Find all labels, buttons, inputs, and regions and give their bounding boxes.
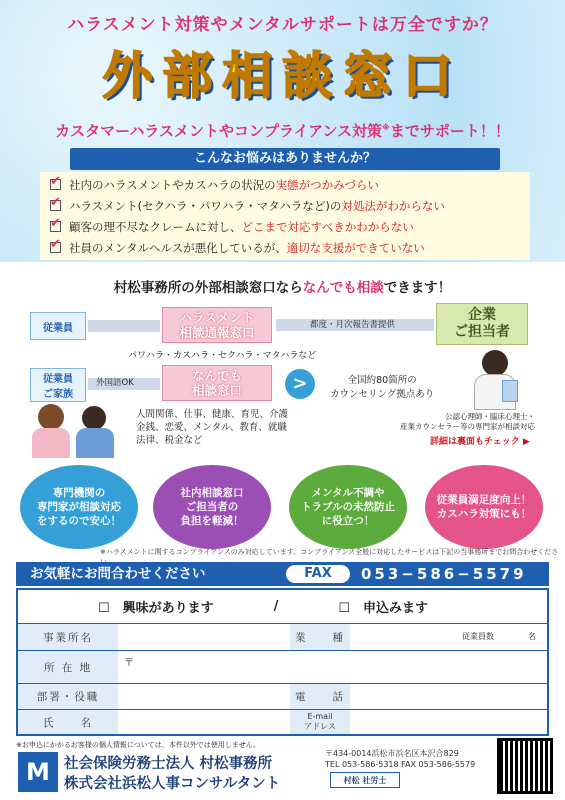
qr-code-icon[interactable] <box>497 738 553 794</box>
next-arrow-icon: > <box>285 369 315 399</box>
phone-field[interactable] <box>350 684 547 709</box>
worry-text: 社内のハラスメントやカスハラの状況の <box>69 177 276 192</box>
worry-highlight: 実態がつかみづらい <box>275 177 379 192</box>
tagline: ハラスメント対策やメンタルサポートは万全ですか？ <box>67 15 498 35</box>
label-name: 氏 名 <box>18 710 118 734</box>
worry-item <box>40 237 530 258</box>
employees-illustration <box>30 404 125 458</box>
worry-highlight: 対処法がわからない <box>341 198 445 213</box>
anything-desk-box: なんでも 相談窓口 <box>162 365 272 401</box>
label-dept: 部署・役職 <box>18 684 118 709</box>
worry-highlight: 適切な支援ができていない <box>286 240 425 255</box>
label-phone: 電 話 <box>290 684 350 709</box>
arrow-employee-to-harassment <box>88 320 160 332</box>
foreign-label: 外国語OK <box>96 378 134 388</box>
subtitle-main: カスタマーハラスメントやコンプライアンス対策 <box>55 122 383 140</box>
checkbox-icon <box>50 242 61 253</box>
option-separator: / <box>273 599 279 614</box>
industry-field[interactable] <box>350 624 547 650</box>
form-row <box>18 624 547 651</box>
count-unit: 名 <box>528 632 536 641</box>
org-name-2: 株式会社浜松人事コンサルタント <box>64 776 281 792</box>
title-wrap <box>0 36 565 108</box>
company-logo-icon: M <box>18 752 58 792</box>
headline-post: できます！ <box>383 280 452 296</box>
report-label: 都度・月次報告書提供 <box>310 320 396 330</box>
headline-highlight: なんでも相談 <box>302 280 384 296</box>
harassment-desk-box: ハラスメント 相談通報窓口 <box>162 307 272 343</box>
org-address: 〒434-0014浜松市浜名区本沢合829 <box>325 749 459 758</box>
employee-count-label: 従業員数 <box>462 632 494 641</box>
subtitle <box>0 120 565 141</box>
worry-highlight: どこまで対応すべきかわからない <box>241 219 414 234</box>
compliance-note: ※ハラスメントに関するコンプライアンスのみ対応しています。コンプライアンス全般に対応したサービスは下記の当事務所までお問合わせくださ <box>100 548 559 556</box>
contact-bar <box>16 562 549 586</box>
worry-text: 顧客の理不尽なクレームに対し、 <box>69 219 242 234</box>
worry-item <box>40 195 530 216</box>
org-contact: TEL 053-586-5318 FAX 053-586-5579 <box>325 760 476 769</box>
details-link[interactable]: 詳細は裏面もチェック ▶ <box>430 437 530 447</box>
checkbox-icon <box>50 221 61 232</box>
name-field[interactable] <box>118 710 290 734</box>
worry-text: 社員のメンタルヘルスが悪化しているが、 <box>69 240 287 255</box>
form-options <box>18 590 547 624</box>
label-email: E-mail アドレス <box>290 710 350 734</box>
option-apply[interactable]: ☐ 申込みます <box>338 601 429 616</box>
label-industry: 業 種 <box>290 624 350 650</box>
employee-box: 従業員 <box>30 312 86 340</box>
application-form <box>16 588 549 736</box>
fax-label: FAX <box>286 565 350 583</box>
benefit-circle: メンタル不調や トラブルの未然防止 に役立つ！ <box>289 465 407 549</box>
harassment-types: パワハラ・カスハラ・セクハラ・マタハラなど <box>128 351 317 361</box>
benefit-circle: 社内相談窓口 ご担当者の 負担を軽減！ <box>153 465 271 549</box>
worry-item <box>40 174 530 195</box>
org-badge: 村松 社労士 <box>330 772 400 788</box>
dept-field[interactable] <box>118 684 290 709</box>
employee-family-box: 従業員 ご家族 <box>30 368 86 402</box>
label-address: 所 在 地 <box>18 651 118 683</box>
worry-text: ハラスメント(セクハラ・パワハラ・マタハラなど)の <box>69 198 342 213</box>
subtitle-tail: までサポート！！ <box>389 122 510 140</box>
worries-list <box>40 172 530 260</box>
form-row <box>18 684 547 710</box>
worry-item <box>40 216 530 237</box>
benefit-circle: 従業員満足度向上！ カスハラ対策にも！ <box>425 465 543 549</box>
topics-list: 人間関係、仕事、健康、育児、介護 金銭、恋愛、メンタル、教育、就職 法律、税金など <box>136 409 289 446</box>
org-name-1: 社会保険労務士法人 村松事務所 <box>64 756 273 772</box>
office-field[interactable] <box>118 624 290 650</box>
headline-pre: 村松事務所の外部相談窓口なら <box>113 280 303 296</box>
subtitle-mark: ※ <box>382 123 390 132</box>
email-field[interactable] <box>350 710 547 734</box>
form-row <box>18 651 547 684</box>
base-count: 全国約80箇所の カウンセリング拠点あり <box>330 375 435 400</box>
worries-heading: こんなお悩みはありませんか？ <box>70 148 500 170</box>
counselor-illustration <box>468 350 528 410</box>
address-field[interactable]: 〒 <box>124 658 134 669</box>
checkbox-icon <box>50 200 61 211</box>
privacy-note: ※お申込にかかるお客様の個人情報については、本件以外では使用しません。 <box>16 741 261 749</box>
option-interested[interactable]: ☐ 興味があります <box>98 601 214 616</box>
form-row <box>18 710 547 734</box>
contact-label: お気軽にお問合わせください <box>30 566 206 582</box>
experts-note: 公認心理師・臨床心理士・ 産業カウンセラー等の専門家が相談対応 <box>400 412 535 431</box>
main-title: 外部相談窓口 <box>102 47 463 105</box>
label-office: 事業所名 <box>18 624 118 650</box>
service-headline <box>0 276 565 296</box>
fax-number[interactable]: 053−586−5579 <box>361 565 527 583</box>
benefit-circle: 専門機関の 専門家が相談対応 をするので安心！ <box>20 465 138 549</box>
checkbox-icon <box>50 179 61 190</box>
company-box: 企業 ご担当者 <box>436 303 528 345</box>
